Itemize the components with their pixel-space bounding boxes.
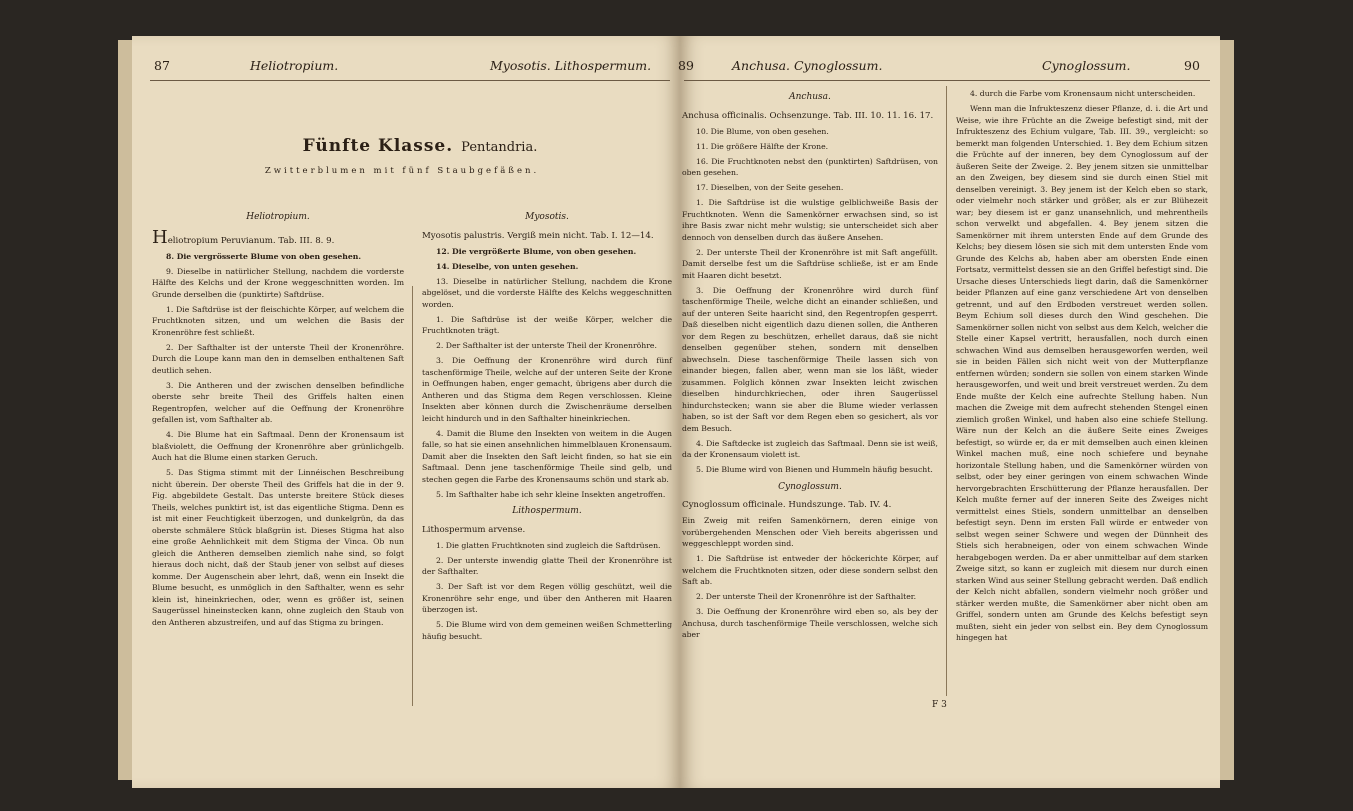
paragraph: 8. Die vergrösserte Blume von oben gesehen. xyxy=(166,251,361,261)
section-heading: Anchusa. xyxy=(789,92,831,102)
signature-mark: F 3 xyxy=(932,700,947,710)
paragraph: 1. Die glatten Fruchtknoten sind zugleich die Saftdrüsen. xyxy=(436,540,661,550)
paragraph: 5. Im Safthalter habe ich sehr kleine Insekten angetroffen. xyxy=(436,489,666,499)
section-heading-2: Lithospermum. xyxy=(512,506,582,516)
page-number: 87 xyxy=(154,58,170,73)
paragraph: 13. Dieselbe in natürlicher Stellung, nachdem die Krone abgelöset, und die vorderste Hälfte des Kelchs weggeschnitten worden. xyxy=(422,276,672,309)
left-page-number-89: 89 xyxy=(678,58,694,73)
paragraph: 3. Der Saft ist vor dem Regen völlig geschützt, weil die Kronenröhre sehr enge, und über den Antheren mit Haaren überzogen ist. xyxy=(422,582,672,614)
paragraph: 2. Der unterste inwendig glatte Theil der Kronenröhre ist der Safthalter. xyxy=(422,555,672,576)
paragraph: 1. Die Saftdrüse ist der weiße Körper, welcher die Fruchtknoten trägt. xyxy=(422,314,672,335)
right-column-2 xyxy=(956,88,1208,647)
paragraph: 4. Die Saftdecke ist zugleich das Saftmaal. Denn sie ist weiß, da der Kronensaum violett ist. xyxy=(682,438,938,459)
paragraph: 3. Die Oeffnung der Kronenröhre wird eben so, als bey der Anchusa, durch taschenförmige Theile verschlossen, welche sich aber xyxy=(682,607,938,639)
column-rule xyxy=(946,86,947,696)
species-line: Heliotropium Peruvianum. Tab. III. 8. 9. xyxy=(152,226,335,248)
left-column-1 xyxy=(152,206,404,632)
paragraph: 14. Dieselbe, von unten gesehen. xyxy=(436,261,579,271)
paragraph: 11. Die größere Hälfte der Krone. xyxy=(696,141,829,151)
header-rule xyxy=(150,80,670,81)
left-page xyxy=(132,36,680,788)
species-line: Myosotis palustris. Vergiß mein nicht. Tab. I. 12—14. xyxy=(422,230,654,241)
paragraph: 5. Das Stigma stimmt mit der Linnéischen Beschreibung nicht überein. Der oberste Theil des Griffels hat die in der 9. Fig. abgebildete Gestalt. Das unterste breitere Stück dieses Theils, welches punktirt ist, ist das eigentliche Stigma. Denn es ist mit einer Feuchtigkeit überzogen, und dunkelgrün, da das oberste schmälere Stück blaßgrün ist. Dieses Stigma hat also eine große Aehnlichkeit mit dem Stigma der Vinca. Ob nun gleich die Antheren demselben ziemlich nahe sind, so folgt hieraus doch nicht, daß der Staub jener von selbst auf dieses komme. Der Augenschein aber lehrt, daß, wenn ein Insekt die Blume besucht, es unmöglich in den Safthalter, wenn es sehr klein ist, hineinkriechen, oder, wenn es größer ist, seinen Saugerüssel hineinstecken kann, ohne zugleich den Staub von den Antheren abzustreifen, und auf das Stigma zu bringen. xyxy=(152,468,404,627)
paragraph: 5. Die Blume wird von Bienen und Hummeln häufig besucht. xyxy=(696,465,933,474)
running-head-left: Anchusa. Cynoglossum. xyxy=(732,58,883,73)
paragraph: 4. Damit die Blume den Insekten von weitem in die Augen falle, so hat sie einen ansehnlichen himmelblauen Kronensaum. Damit aber die Insekten den Saft leicht finden, so hat sie ein Saftmaal. Denn jene taschenförmige Theile sind gelb, und stechen gegen die Farbe des Kronensaums schön und stark ab. xyxy=(422,428,672,484)
paragraph: 10. Die Blume, von oben gesehen. xyxy=(696,126,829,136)
section-heading-2: Cynoglossum. xyxy=(778,481,842,492)
left-column-2 xyxy=(422,206,672,646)
running-head-right: Myosotis. Lithospermum. xyxy=(490,58,652,73)
paragraph: 12. Die vergrößerte Blume, von oben gesehen. xyxy=(436,246,637,256)
paragraph: 3. Die Oeffnung der Kronenröhre wird durch fünf taschenförmige Theile, welche auf der unteren Seite der Krone in Oeffnungen haben, enger gemacht, übrigens aber durch die Antheren und das Stigma dem Regen verschlossen. Kleine Insekten aber können durch die Zwischenräume derselben leicht hindurch und in den Safthalter hineinkriechen. xyxy=(422,356,672,423)
paragraph: 1. Die Saftdrüse ist die wulstige gelblichweiße Basis der Fruchtknoten. Wenn die Samenkörner erwachsen sind, so ist ihre Basis zwar nicht mehr wulstig; sie unterscheidet sich aber dennoch von denselben durch das äußere Ansehen. xyxy=(682,198,938,242)
header-rule xyxy=(684,80,1210,81)
class-title xyxy=(220,136,620,156)
column-rule xyxy=(412,286,413,706)
paragraph: 5. Die Blume wird von dem gemeinen weißen Schmetterling häufig besucht. xyxy=(422,620,672,641)
paragraph: 17. Dieselben, von der Seite gesehen. xyxy=(696,183,844,192)
species-line-2: Lithospermum arvense. xyxy=(422,524,526,535)
paragraph: 3. Die Antheren und der zwischen denselben befindliche oberste sehr breite Theil des Griffels halten einen Regentropfen, welcher auf die Oeffnung der Kronenröhre gefallen ist, vom Safthalter ab. xyxy=(152,380,404,424)
left-page-edge xyxy=(118,40,132,780)
class-title-latin: Pentandria. xyxy=(461,140,538,155)
paragraph: 3. Die Oeffnung der Kronenröhre wird durch fünf taschenförmige Theile, welche dicht an einander schließen, und auf der unteren Seite haaricht sind, den Regentropfen gesperrt. Daß dieselben nicht eigentlich dazu dienen sollen, die Antheren vor dem Regen zu beschützen, erhellet daraus, daß sie nicht denselben gegenüber stehen, sondern mit denselben abwechseln. Diese taschenförmige Theile lassen sich von einander biegen, fallen aber, wenn man sie los läßt, wieder zusammen. Folglich können zwar Insekten leicht zwischen dieselben hindurchkriechen, oder ihren Saugerüssel hindurchstecken; wann sie aber die Blume wieder verlassen haben, so ist der Saft vor dem Regen eben so gesichert, als vor dem Besuch. xyxy=(682,285,938,433)
paragraph: 2. Der Safthalter ist der unterste Theil der Kronenröhre. Durch die Loupe kann man den in demselben enthaltenen Saft deutlich sehen. xyxy=(152,342,404,375)
paragraph: 2. Der Safthalter ist der unterste Theil der Kronenröhre. xyxy=(436,341,657,350)
running-head-left: Heliotropium. xyxy=(250,58,339,73)
section-heading: Myosotis. xyxy=(525,212,569,222)
paragraph: 2. Der unterste Theil der Kronenröhre ist mit Saft angefüllt. Damit derselbe fest um die Saftdrüse schließe, ist er am Ende mit Haaren dicht besetzt. xyxy=(682,247,938,280)
paragraph: 4. Die Blume hat ein Saftmaal. Denn der Kronensaum ist blaßviolett, die Oeffnung der Kronenröhre aber grünlichgelb. Auch hat die Blume einen starken Geruch. xyxy=(152,430,404,462)
section-heading: Heliotropium. xyxy=(246,212,310,222)
paragraph: 9. Dieselbe in natürlicher Stellung, nachdem die vorderste Hälfte des Kelchs und der Krone weggeschnitten worden. Im Grunde derselben die (punktirte) Saftdrüse. xyxy=(152,266,404,299)
drop-cap: H xyxy=(152,226,168,248)
paragraph: 1. Die Saftdrüse ist der fleischichte Körper, auf welchem die Fruchtknoten sitzen, und um welchen die Basis der Kronenröhre fest schließt. xyxy=(152,304,404,337)
paragraph: 4. durch die Farbe vom Kronensaum nicht unterscheiden. xyxy=(970,89,1196,98)
paragraph: 2. Der unterste Theil der Kronenröhre ist der Safthalter. xyxy=(696,592,917,601)
species-line: Anchusa officinalis. Ochsenzunge. Tab. III. 10. 11. 16. 17. xyxy=(682,110,934,121)
paragraph: 1. Die Saftdrüse ist entweder der höckerichte Körper, auf welchem die Fruchtknoten sitzen, oder diese sondern selbst den Saft ab. xyxy=(682,554,938,586)
right-column-1 xyxy=(682,86,938,644)
class-title-german: Fünfte Klasse. xyxy=(302,136,454,156)
paragraph: Ein Zweig mit reifen Samenkörnern, deren einige von vorübergehenden Menschen oder Vieh bereits abgerissen und weggeschleppt worden sind. xyxy=(682,516,938,548)
right-page-edge xyxy=(1220,40,1234,780)
paragraph: 16. Die Fruchtknoten nebst den (punktirten) Saftdrüsen, von oben gesehen. xyxy=(682,156,938,177)
running-head-right: Cynoglossum. xyxy=(1042,58,1131,73)
paragraph: Wenn man die Infrukteszenz dieser Pflanze, d. i. die Art und Weise, wie ihre Früchte an die Zweige befestigt sind, mit der Infrukteszenz des Echium vulgare, Tab. III. 39., vergleicht: so bemerkt man folgenden Unterschied. 1. Bey dem Echium sitzen die Früchte auf der inneren, bey dem Cynoglossum auf der äußeren Seite der Zweige. 2. Bey jenem sitzen sie unmittelbar an den Zweigen, bey diesem sind sie durch einen Stiel mit denselben vereinigt. 3. Bey jenem ist der Kelch eben so stark, oder vielmehr noch stärker und größer, als er zur Blühezeit war; bey diesem ist er ganz unansehnlich, und mehrentheils schon verwelkt und abgefallen. 4. Bey jenem sitzen die Samenkörner mit ihrem untersten Ende auf dem Grunde des Kelchs; bey diesem lösen sie sich mit dem untersten Ende vom Grunde des Kelchs ab, haben aber am obersten Ende einen Fortsatz, vermittelst dessen sie an den Griffel befestigt sind. Die Ursache dieses Unterschieds liegt darin, daß die Samenkörner beider Pflanzen auf eine ganz verschiedene Art von denselben getrennt, und auf den Erdboden verstreuet werden sollen. Beym Echium soll dieses durch den Wind geschehen. Die Samenkörner sollen nicht von selbst aus dem Kelch, welcher die Stelle einer Kapsel vertritt, herausfallen, noch durch einen schwachen Wind aus demselben herausgeworfen werden, weil sie in beiden Fällen sich nicht weit von der Mutterpflanze entfernen würden; sondern sie sollen von einem starken Winde herausgeworfen, und weit und breit verstreuet werden. Zu dem Ende mußte der Kelch eine aufrechte Stellung haben. Nun machen die Zweige mit dem aufrecht stehenden Stengel einen ziemlich großen Winkel, und haben also eine schiefe Stellung. Wäre nun der Kelch an die äußere Seite eines Zweiges befestigt, so würde er, da er mit demselben auch einen kleinen Winkel machen muß, eine noch schiefere und beynahe horizontale Stellung haben, und die Samenkörner würden von selbst, oder bey einer geringen von einem schwachen Winde hervorgebrachten Erschütterung der Pflanze herausfallen. Der Kelch mußte ferner auf der inneren Seite des Zweiges nicht vermittelst eines Stiels, sondern unmittelbar an denselben befestigt seyn. Denn im ersten Fall würde er entweder von selbst wegen seiner Schwere und wegen der Dünnheit des Stiels sich herabneigen, oder von einem schwachen Winde herabgebogen werden. Da er aber unmittelbar auf dem starken Zweige sitzt, so kann er zugleich mit diesem nur durch einen starken Wind aus seiner Stellung gebracht werden. Daß endlich der Kelch nicht abfallen, sondern vielmehr noch größer und stärker werden mußte, die Samenkörner aber nicht oben am Griffel, sondern unten am Grunde des Kelchs befestigt seyn mußten, sieht ein jeder von selbst ein. Bey dem Cynoglossum hingegen hat xyxy=(956,104,1208,642)
class-subtitle: Zwitterblumen mit fünf Staubgefäßen. xyxy=(264,166,540,176)
species-line-2: Cynoglossum officinale. Hundszunge. Tab. IV. 4. xyxy=(682,500,892,510)
right-page xyxy=(680,36,1220,788)
page-number: 90 xyxy=(1184,58,1200,73)
